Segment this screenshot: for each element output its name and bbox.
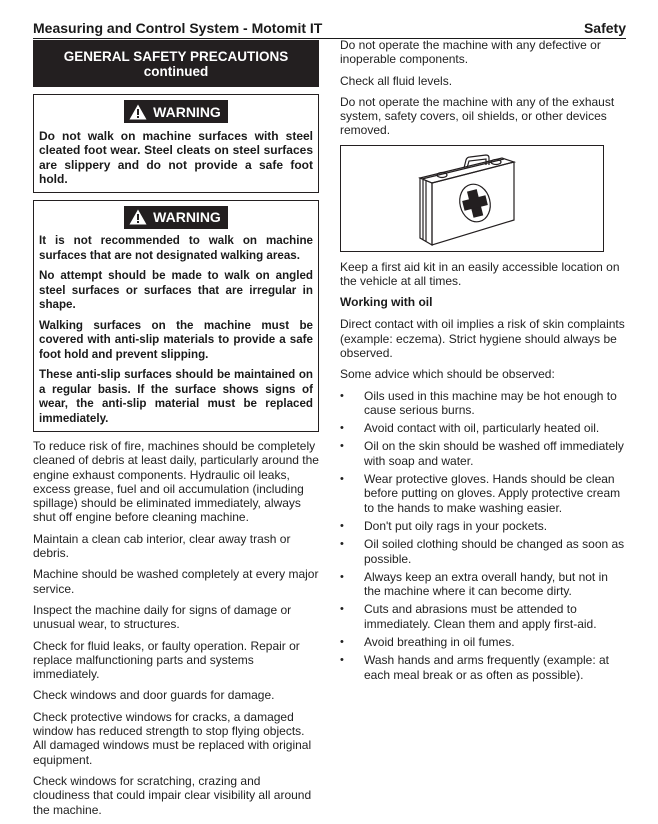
body-paragraph: Some advice which should be observed: <box>340 367 555 382</box>
list-item: • Wear protective gloves. Hands should be clean before putting on gloves. Apply protective cream to the hands to make washing easier. <box>340 472 627 515</box>
document-title: Measuring and Control System - Motomit IT <box>33 20 323 36</box>
section-name: Safety <box>583 20 626 36</box>
list-item: • Oil on the skin should be washed off immediately with soap and water. <box>340 439 627 468</box>
warning-text: These anti-slip surfaces should be maintained on a regular basis. If the surface shows signs of wear, the anti-slip material must be replaced immediately. <box>39 368 313 425</box>
first-aid-kit-icon <box>412 148 532 248</box>
warning-label: WARNING <box>153 209 221 225</box>
warning-label: WARNING <box>153 103 221 120</box>
oil-advice-list <box>340 389 627 682</box>
section-heading: Working with oil <box>340 295 433 310</box>
body-paragraph: Maintain a clean cab interior, clear away trash or debris. <box>33 531 291 561</box>
warning-text: No attempt should be made to walk on angled steel surfaces or surfaces that are irregular in shape. <box>39 269 313 311</box>
body-paragraph: Do not operate the machine with any defective or inoperable components. <box>340 38 601 67</box>
body-paragraph: Check windows for scratching, crazing and cloudiness that could impair clear visibility all around the machine. <box>33 773 312 817</box>
list-item: • Always keep an extra overall handy, but not in the machine where it can become dirty. <box>340 570 627 599</box>
body-paragraph: Check protective windows for cracks, a damaged window has reduced strength to stop flying objects. All damaged windows must be replaced with original equipment. <box>33 709 312 767</box>
list-item: • Don't put oily rags in your pockets. <box>340 519 627 533</box>
banner-subtitle: continued <box>143 64 209 79</box>
body-paragraph: Check all fluid levels. <box>340 73 453 88</box>
right-column <box>340 38 627 686</box>
body-paragraph: Check for fluid leaks, or faulty operation. Repair or replace malfunctioning parts and systems immediately. <box>33 638 300 682</box>
page-header <box>33 16 626 39</box>
list-item: • Cuts and abrasions must be attended to immediately. Clean them and apply first-aid. <box>340 602 627 631</box>
body-paragraph: To reduce risk of fire, machines should be completely cleaned of debris at least daily, particularly around the engine exhaust components. Hydraulic oil leaks, excess grease, fuel and oil accumulation (including spillage) should be eliminated immediately, always shut off engine before cleaning machine. <box>33 439 319 525</box>
list-item: • Oils used in this machine may be hot enough to cause serious burns. <box>340 389 627 418</box>
list-item: • Oil soiled clothing should be changed as soon as possible. <box>340 537 627 566</box>
warning-badge <box>124 100 228 123</box>
warning-text: Walking surfaces on the machine must be covered with anti-slip materials to provide a safe foot hold and prevent slipping. <box>39 318 313 361</box>
list-item: • Wash hands and arms frequently (example: at each meal break or as often as possible). <box>340 653 627 682</box>
body-paragraph: Machine should be washed completely at every major service. <box>33 567 319 596</box>
body-paragraph: Check windows and door guards for damage. <box>33 688 275 703</box>
figure-caption: Keep a first aid kit in an easily accessible location on the vehicle at all times. <box>340 259 620 289</box>
warning-text: Do not walk on machine surfaces with steel cleated foot wear. Steel cleats on steel surfaces are slippery and do not provide a safe foot hold. <box>39 128 313 186</box>
left-column <box>33 40 320 824</box>
first-aid-kit-figure <box>340 145 604 252</box>
section-banner <box>33 40 319 87</box>
warning-triangle-icon <box>129 104 147 120</box>
body-paragraph: Inspect the machine daily for signs of damage or unusual wear, to structures. <box>33 602 292 632</box>
warning-triangle-icon <box>129 209 147 225</box>
body-paragraph: Direct contact with oil implies a risk of skin complaints (example: eczema). Strict hygiene should always be observed. <box>340 317 625 360</box>
list-item: • Avoid breathing in oil fumes. <box>340 635 627 649</box>
warning-box <box>33 94 319 193</box>
list-item: • Avoid contact with oil, particularly heated oil. <box>340 421 627 435</box>
body-paragraph: Do not operate the machine with any of the exhaust system, safety covers, oil shields, or other devices removed. <box>340 94 615 138</box>
warning-box <box>33 200 319 433</box>
banner-title: GENERAL SAFETY PRECAUTIONS <box>63 49 289 64</box>
warning-badge <box>124 206 228 229</box>
warning-text: It is not recommended to walk on machine surfaces that are not designated walking areas. <box>39 234 313 262</box>
